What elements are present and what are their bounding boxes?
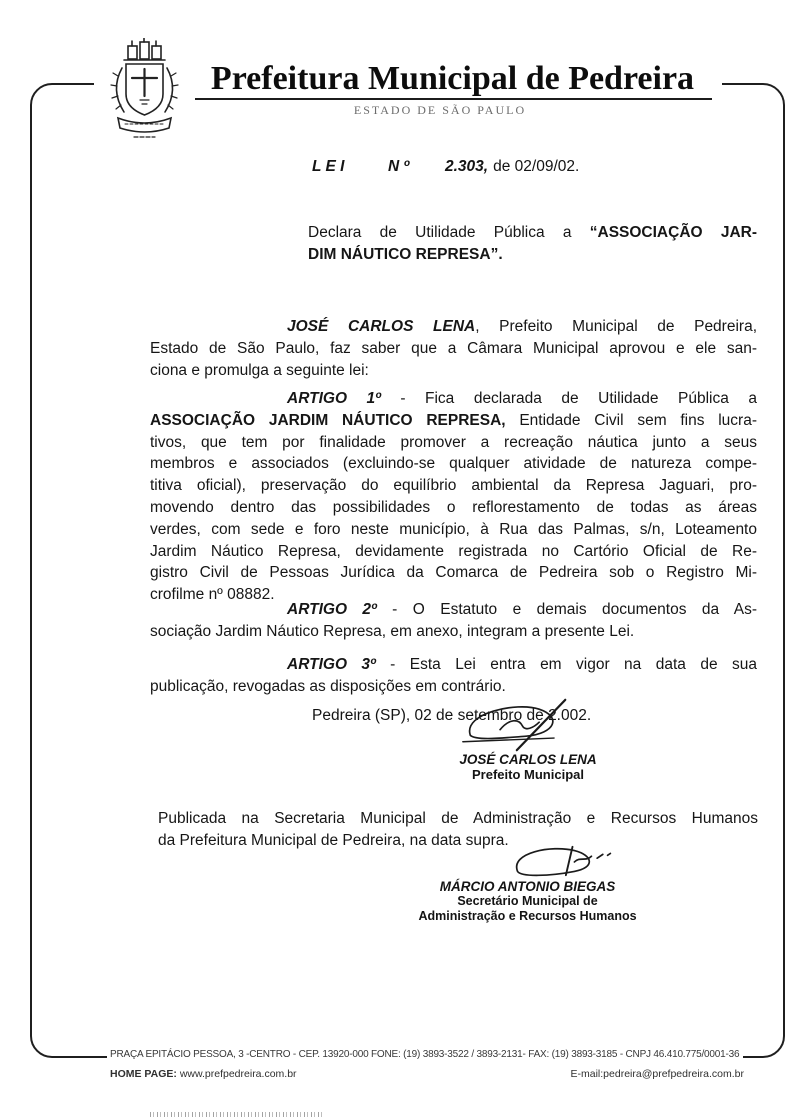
text-line (150, 432, 757, 454)
mayor-signature-name: JOSÉ CARLOS LENA (459, 752, 597, 767)
text-line (150, 316, 757, 338)
text-line (150, 599, 757, 621)
text-segment: movendo dentro das possibilidades o reflorestamento de todas as áreas (150, 498, 757, 516)
text-line (308, 222, 757, 244)
secretary-signature-block (405, 843, 650, 923)
page-title: Prefeitura Municipal de Pedreira (210, 60, 695, 97)
text-segment: ARTIGO 3º (287, 656, 376, 673)
footer-links-line (110, 1068, 744, 1080)
footer-address-line: PRAÇA EPITÁCIO PESSOA, 3 -CENTRO - CEP. 13920-000 FONE: (19) 3893-3522 / 3893-2131- FAX: (19) 3893-3185 - CNPJ 46.410.775/0001-36 (110, 1049, 740, 1060)
barcode-artifact (150, 1112, 325, 1117)
text-segment: , Prefeito Municipal de Pedreira, (475, 318, 757, 335)
text-line (150, 654, 757, 676)
text-line (150, 475, 757, 497)
text-segment: “ASSOCIAÇÃO JAR- (589, 224, 757, 241)
text-segment: DIM NÁUTICO REPRESA”. (308, 246, 503, 263)
law-number-value: 2.303, de 02/09/02. (445, 158, 580, 175)
text-segment: membros e associados (excluindo-se qualquer atividade de natureza compe- (150, 455, 757, 473)
paragraph-artigo-1 (150, 388, 757, 606)
text-line (150, 453, 757, 475)
text-segment: crofilme nº 08882. (150, 586, 275, 604)
text-segment: ciona e promulga a seguinte lei: (150, 362, 369, 379)
text-line (150, 519, 757, 541)
text-segment: verdes, com sede e foro neste município, à Rua das Palmas, s/n, Loteamento (150, 520, 757, 538)
secretary-signature-role-line2: Administração e Recursos Humanos (418, 908, 637, 923)
law-number-label: N º (388, 158, 410, 175)
text-segment: da Prefeitura Municipal de Pedreira, na data supra. (158, 832, 509, 849)
text-segment: gistro Civil de Pessoas Jurídica da Comarca de Pedreira sob o Registro Mi- (150, 564, 757, 582)
footer-homepage: HOME PAGE: www.prefpedreira.com.br (110, 1068, 297, 1080)
title-rule (195, 98, 712, 100)
text-segment: Estado de São Paulo, faz saber que a Câmara Municipal aprovou e ele san- (150, 340, 757, 357)
text-segment: sociação Jardim Náutico Represa, em anexo, integram a presente Lei. (150, 623, 635, 640)
text-segment: ARTIGO 1º (287, 390, 381, 407)
text-line (150, 388, 757, 410)
coat-of-arms-icon (104, 38, 184, 142)
page-subtitle: ESTADO DE SÃO PAULO (353, 103, 527, 117)
text-line (308, 244, 757, 266)
text-line (150, 338, 757, 360)
text-line (150, 562, 757, 584)
text-line (158, 808, 758, 830)
text-segment: - Esta Lei entra em vigor na data de sua (375, 656, 757, 673)
text-segment: publicação, revogadas as disposições em contrário. (150, 678, 506, 695)
text-segment: ARTIGO 2º (287, 601, 377, 618)
law-summary (308, 222, 757, 266)
paragraph-artigo-2 (150, 599, 757, 643)
text-line (150, 541, 757, 563)
text-segment: Entidade Civil sem fins lucra- (505, 411, 757, 429)
mayor-signature-block (428, 698, 628, 782)
text-line (150, 621, 757, 643)
place-date-line: Pedreira (SP), 02 de setembro de 2.002. (312, 707, 592, 724)
paragraph-artigo-3 (150, 654, 757, 698)
text-segment: JOSÉ CARLOS LENA (287, 318, 476, 335)
text-segment: Jardim Náutico Represa, devidamente registrada no Cartório Oficial de Re- (150, 542, 757, 560)
text-segment: Declara de Utilidade Pública a (308, 224, 590, 241)
law-heading (312, 158, 632, 180)
mayor-signature-role: Prefeito Municipal (472, 767, 584, 782)
text-segment: Publicada na Secretaria Municipal de Administração e Recursos Humanos (158, 810, 758, 827)
paragraph-preamble (150, 316, 757, 382)
text-segment: - Fica declarada de Utilidade Pública a (380, 390, 757, 407)
footer-email: E-mail:pedreira@prefpedreira.com.br (570, 1068, 744, 1080)
text-segment: ASSOCIAÇÃO JARDIM NÁUTICO REPRESA, (150, 411, 506, 429)
law-label: L E I (312, 158, 345, 175)
text-line (150, 676, 757, 698)
signature-scribble-icon (428, 698, 628, 752)
signature-scribble-icon (405, 843, 650, 879)
text-segment: titiva oficial), preservação do equilíbrio ambiental da Represa Jaguari, pro- (150, 477, 757, 495)
text-segment: - O Estatuto e demais documentos da As- (376, 601, 757, 618)
text-line (150, 410, 757, 432)
text-line (150, 497, 757, 519)
text-line (150, 360, 757, 382)
text-segment: tivos, que tem por finalidade promover a recreação náutica junto a seus (150, 433, 757, 451)
secretary-signature-role-line1: Secretário Municipal de (457, 894, 598, 908)
secretary-signature-name: MÁRCIO ANTONIO BIEGAS (439, 879, 616, 894)
